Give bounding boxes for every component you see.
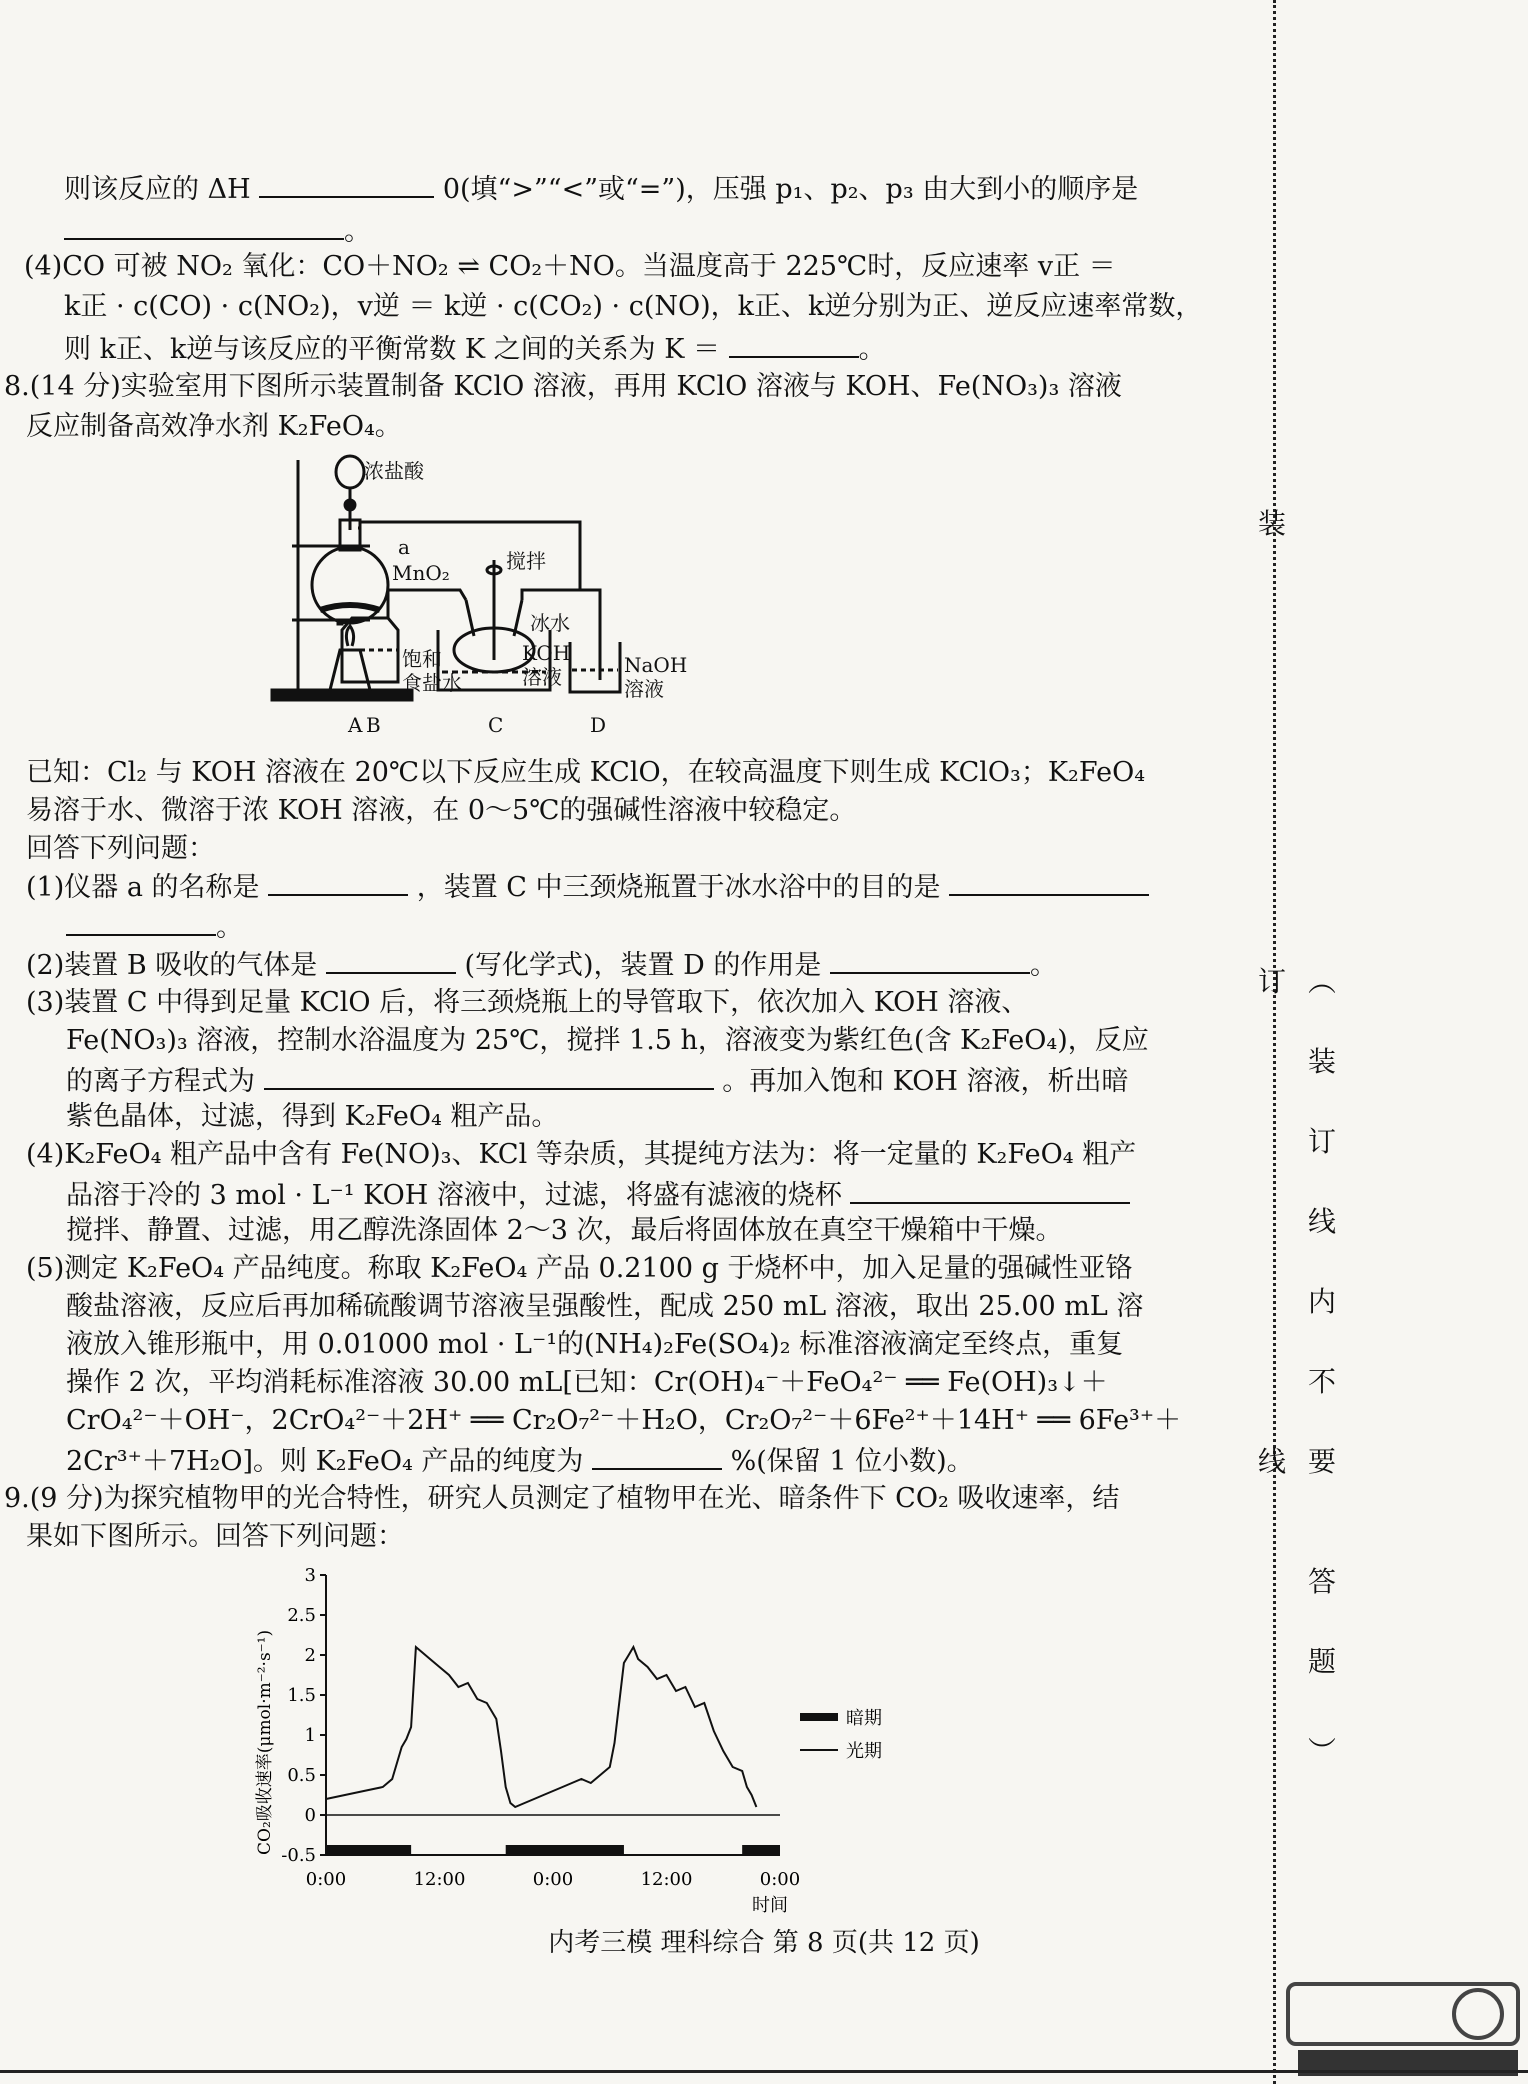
q8-line-2: 反应制备高效净水剂 K₂FeO₄。 <box>26 411 402 442</box>
label-A: A <box>348 713 363 737</box>
x-axis-label: 时间 <box>752 1895 788 1915</box>
binding-note-char: 线 <box>1308 1205 1337 1238</box>
binding-note-char: 装 <box>1308 1045 1337 1078</box>
y-tick-label: 2.5 <box>287 1605 316 1626</box>
s3-line-1: (3)装置 C 中得到足量 KClO 后，将三颈烧瓶上的导管取下，依次加入 KOH 溶液、 <box>26 987 1029 1018</box>
binding-note-char: 题 <box>1308 1645 1337 1678</box>
binding-char: 装 <box>1258 507 1287 540</box>
s4-line-3: 搅拌、静置、过滤，用乙醇洗涤固体 2～3 次，最后将固体放在真空干燥箱中干燥。 <box>66 1215 1063 1246</box>
y-tick-label: -0.5 <box>281 1845 316 1866</box>
y-tick-label: 3 <box>304 1565 316 1586</box>
bottom-border <box>0 2070 1528 2073</box>
y-tick-label: 2 <box>304 1645 316 1666</box>
label-ice-water: 冰水 <box>530 611 570 635</box>
s3-line-4: 紫色晶体，过滤，得到 K₂FeO₄ 粗产品。 <box>66 1101 559 1132</box>
answer-prompt: 回答下列问题： <box>26 833 215 864</box>
s2-line: (2)装置 B 吸收的气体是 (写化学式)，装置 D 的作用是 。 <box>26 946 1057 983</box>
binding-note-char: 不 <box>1308 1365 1337 1398</box>
binding-char: 线 <box>1258 1445 1287 1478</box>
label-mno2: MnO₂ <box>392 561 450 585</box>
s5-line-2: 酸盐溶液，反应后再加稀硫酸调节溶液呈强酸性，配成 250 mL 溶液，取出 25.00 mL 溶 <box>66 1291 1144 1322</box>
s4-line-2: 品溶于冷的 3 mol · L⁻¹ KOH 溶液中，过滤，将盛有滤液的烧杯 <box>66 1176 1130 1213</box>
page-footer: 内考三模 理科综合 第 8 页(共 12 页) <box>548 1928 980 1958</box>
q3-tail-line-2: 。 <box>64 212 371 249</box>
y-tick-label: 0.5 <box>287 1765 316 1786</box>
y-tick-label: 1 <box>304 1725 316 1746</box>
binding-note-char: ︶ <box>1308 1735 1337 1768</box>
q4-line-1: (4)CO 可被 NO₂ 氧化：CO＋NO₂ ⇌ CO₂＋NO。当温度高于 225℃时，反应速率 v正 ＝ <box>24 251 1116 282</box>
s3-line-2: Fe(NO₃)₃ 溶液，控制水浴温度为 25℃，搅拌 1.5 h，溶液变为紫红色(含 K₂FeO₄)，反应 <box>66 1025 1149 1056</box>
binding-note-char: 答 <box>1308 1565 1337 1598</box>
q3-tail-line: 则该反应的 ΔH 0(填“>”“<”或“=”)，压强 p₁、p₂、p₃ 由大到小的顺序是 <box>64 170 1138 207</box>
answer-blank[interactable] <box>66 908 216 936</box>
watermark-logo <box>1278 1964 1528 2084</box>
label-sat-salt-2: 食盐水 <box>402 671 462 695</box>
q9-line-2: 果如下图所示。回答下列问题： <box>26 1521 404 1552</box>
answer-blank[interactable] <box>326 946 456 974</box>
binding-note-char: 要 <box>1308 1445 1337 1478</box>
legend-light-label: 光期 <box>846 1741 882 1762</box>
x-tick-label: 0:00 <box>759 1869 801 1890</box>
label-stir: 搅拌 <box>506 549 546 573</box>
s3-line-3: 的离子方程式为 。再加入饱和 KOH 溶液，析出暗 <box>66 1062 1128 1099</box>
x-tick-label: 0:00 <box>532 1869 574 1890</box>
label-C: C <box>488 713 504 737</box>
y-tick-label: 1.5 <box>287 1685 316 1706</box>
q8-line-1: 8.(14 分)实验室用下图所示装置制备 KClO 溶液，再用 KClO 溶液与 KOH、Fe(NO₃)₃ 溶液 <box>4 371 1122 402</box>
legend-dark-swatch <box>800 1713 838 1721</box>
dark-period-bar <box>742 1845 780 1855</box>
label-conc-hcl: 浓盐酸 <box>364 459 424 483</box>
s5-line-1: (5)测定 K₂FeO₄ 产品纯度。称取 K₂FeO₄ 产品 0.2100 g 于烧杯中，加入足量的强碱性亚铬 <box>26 1253 1133 1284</box>
label-naoh-1: NaOH <box>624 653 688 677</box>
label-a: a <box>398 535 410 559</box>
answer-blank[interactable] <box>830 946 1030 974</box>
binding-note-char: ︵ <box>1308 965 1337 998</box>
co2-uptake-chart <box>230 1555 950 1915</box>
answer-blank[interactable] <box>592 1442 722 1470</box>
label-B: B <box>366 713 381 737</box>
y-axis-label: CO₂吸收速率(μmol·m⁻²·s⁻¹) <box>255 1629 275 1855</box>
apparatus-diagram <box>260 450 900 750</box>
answer-blank[interactable] <box>949 868 1149 896</box>
binding-note-char: 订 <box>1308 1125 1337 1158</box>
answer-blank[interactable] <box>259 170 434 198</box>
answer-blank[interactable] <box>268 868 408 896</box>
s5-line-5: CrO₄²⁻＋OH⁻，2CrO₄²⁻＋2H⁺ ══ Cr₂O₇²⁻＋H₂O，Cr₂O₇²⁻＋6Fe²⁺＋14H⁺ ══ 6Fe³⁺＋ <box>66 1405 1182 1436</box>
known-line-1: 已知：Cl₂ 与 KOH 溶液在 20℃以下反应生成 KClO，在较高温度下则生成 KClO₃；K₂FeO₄ <box>26 757 1146 788</box>
s4-line-1: (4)K₂FeO₄ 粗产品中含有 Fe(NO)₃、KCl 等杂质，其提纯方法为：将一定量的 K₂FeO₄ 粗产 <box>26 1139 1137 1170</box>
q9-line-1: 9.(9 分)为探究植物甲的光合特性，研究人员测定了植物甲在光、暗条件下 CO₂ 吸收速率，结 <box>4 1483 1120 1514</box>
s1-line-2: 。 <box>66 908 243 945</box>
light-period-series-line <box>326 1647 756 1807</box>
binding-line <box>1273 0 1280 2084</box>
answer-blank[interactable] <box>729 330 859 358</box>
q4-line-3: 则 k正、k逆与该反应的平衡常数 K 之间的关系为 K ＝ 。 <box>64 330 886 367</box>
label-D: D <box>590 713 607 737</box>
known-line-2: 易溶于水、微溶于浓 KOH 溶液，在 0～5℃的强碱性溶液中较稳定。 <box>26 795 857 826</box>
answer-blank[interactable] <box>850 1176 1130 1204</box>
label-koh-1: KOH <box>522 641 571 665</box>
s1-line-1: (1)仪器 a 的名称是 ，装置 C 中三颈烧瓶置于冰水浴中的目的是 <box>26 868 1149 905</box>
label-koh-2: 溶液 <box>522 665 562 689</box>
binding-char: 订 <box>1258 965 1287 998</box>
label-naoh-2: 溶液 <box>624 677 664 701</box>
label-sat-salt-1: 饱和 <box>402 647 442 671</box>
s5-line-6: 2Cr³⁺＋7H₂O]。则 K₂FeO₄ 产品的纯度为 %(保留 1 位小数)。 <box>66 1442 974 1479</box>
answer-blank[interactable] <box>64 212 344 240</box>
dark-period-bar <box>506 1845 624 1855</box>
binding-note-char: 内 <box>1308 1285 1337 1318</box>
dark-period-bar <box>326 1845 411 1855</box>
x-tick-label: 12:00 <box>640 1869 693 1890</box>
q4-line-2: k正 · c(CO) · c(NO₂)，v逆 ＝ k逆 · c(CO₂) · c(NO)，k正、k逆分别为正、逆反应速率常数， <box>64 291 1203 322</box>
x-tick-label: 12:00 <box>413 1869 466 1890</box>
y-tick-label: 0 <box>304 1805 316 1826</box>
s5-line-3: 液放入锥形瓶中，用 0.01000 mol · L⁻¹的(NH₄)₂Fe(SO₄)₂ 标准溶液滴定至终点，重复 <box>66 1329 1124 1360</box>
answer-blank[interactable] <box>264 1062 714 1090</box>
x-tick-label: 0:00 <box>305 1869 347 1890</box>
legend-dark-label: 暗期 <box>846 1708 882 1729</box>
s5-line-4: 操作 2 次，平均消耗标准溶液 30.00 mL[已知：Cr(OH)₄⁻＋FeO₄²⁻ ══ Fe(OH)₃↓＋ <box>66 1367 1108 1398</box>
